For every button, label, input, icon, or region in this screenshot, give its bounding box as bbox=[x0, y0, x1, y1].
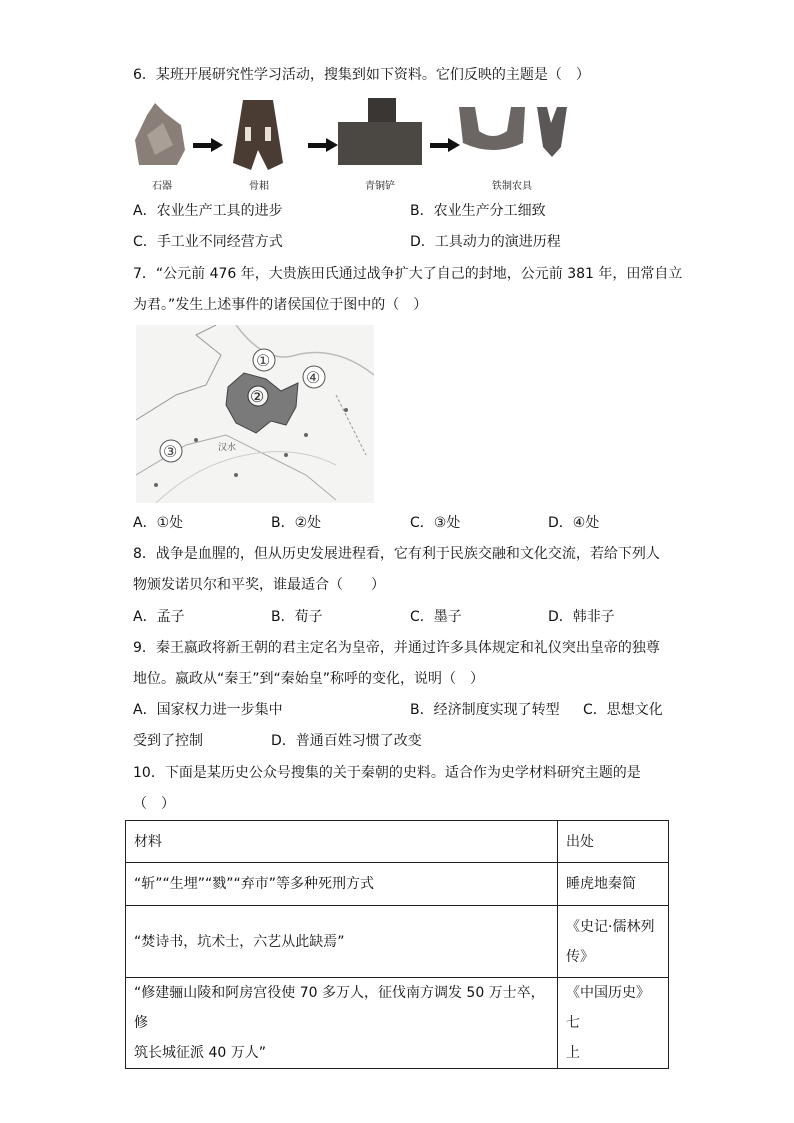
table-header-row bbox=[126, 821, 669, 863]
table-cell-material bbox=[126, 978, 558, 1069]
arrow-icon-2 bbox=[308, 138, 338, 152]
q7-option-a[interactable]: A．①处 bbox=[133, 515, 184, 531]
q7-option-d[interactable]: D．④处 bbox=[548, 515, 600, 531]
q6-tools-figure bbox=[133, 95, 593, 175]
q6-option-d[interactable]: D．工具动力的演进历程 bbox=[410, 234, 561, 250]
table-cell-material: “焚诗书，坑术士，六艺从此缺焉” bbox=[126, 906, 558, 978]
q9-option-d[interactable]: D．普通百姓习惯了改变 bbox=[271, 733, 422, 749]
q10-answer-paren: （ ） bbox=[133, 796, 175, 812]
table-cell-source-line1: 《史记·儒林列 bbox=[566, 918, 655, 935]
stone-tool-image bbox=[135, 103, 185, 165]
arrow-icon-3 bbox=[430, 138, 460, 152]
q9-stem-line2: 地位。嬴政从“秦王”到“秦始皇”称呼的变化，说明（ ） bbox=[133, 671, 485, 687]
table-cell-source-line1: 《中国历史》七 bbox=[566, 985, 650, 1031]
caption-bronze-shovel: 青铜铲 bbox=[365, 181, 395, 192]
q7-stem-line1: 7．“公元前 476 年，大贵族田氏通过战争扩大了自己的封地，公元前 381 年，田常自立 bbox=[133, 266, 683, 282]
q7-option-c[interactable]: C．③处 bbox=[410, 515, 461, 531]
q8-option-d[interactable]: D．韩非子 bbox=[548, 609, 615, 625]
q6-option-a[interactable]: A．农业生产工具的进步 bbox=[133, 203, 283, 219]
q10-stem: 10．下面是某历史公众号搜集的关于秦朝的史料。适合作为史学材料研究主题的是 bbox=[133, 765, 641, 781]
q6-stem: 6．某班开展研究性学习活动，搜集到如下资料。它们反映的主题是（ ） bbox=[133, 67, 590, 83]
source-table bbox=[125, 820, 669, 1069]
table-header-material: 材料 bbox=[126, 821, 558, 863]
table-cell-material-line2: 筑长城征派 40 万人” bbox=[134, 1045, 266, 1061]
q9-option-c-cont: 受到了控制 bbox=[133, 733, 203, 749]
q7-option-b[interactable]: B．②处 bbox=[271, 515, 322, 531]
table-cell-source: 睡虎地秦简 bbox=[558, 863, 669, 906]
q9-option-b[interactable]: B．经济制度实现了转型 bbox=[410, 702, 560, 718]
q9-option-a[interactable]: A．国家权力进一步集中 bbox=[133, 702, 283, 718]
table-cell-source-line2: 上 bbox=[566, 1045, 580, 1061]
table-cell-material-line1: “修建骊山陵和阿房宫役使 70 多万人，征伐南方调发 50 万士卒，修 bbox=[134, 985, 545, 1031]
table-cell-source bbox=[558, 906, 669, 978]
q7-stem-line2: 为君。”发生上述事件的诸侯国位于图中的（ ） bbox=[133, 297, 428, 313]
q9-stem-line1: 9．秦王嬴政将新王朝的君主定名为皇帝，并通过许多具体规定和礼仪突出皇帝的独尊 bbox=[133, 640, 660, 656]
bronze-shovel-image bbox=[338, 98, 422, 165]
caption-stone-tool: 石器 bbox=[152, 181, 172, 192]
table-row bbox=[126, 906, 669, 978]
iron-tool-image bbox=[459, 107, 567, 157]
table-cell-material: “斩”“生埋”“戮”“弃市”等多种死刑方式 bbox=[126, 863, 558, 906]
table-row bbox=[126, 978, 669, 1069]
table-cell-source bbox=[558, 978, 669, 1069]
bone-spade-image bbox=[233, 100, 283, 170]
map-label-4: ④ bbox=[306, 368, 321, 387]
q6-option-b[interactable]: B．农业生产分工细致 bbox=[410, 203, 546, 219]
q8-stem-line1: 8．战争是血腥的，但从历史发展进程看，它有利于民族交融和文化交流，若给下列人 bbox=[133, 546, 660, 562]
q6-option-c[interactable]: C．手工业不同经营方式 bbox=[133, 234, 283, 250]
q9-option-c[interactable]: C．思想文化 bbox=[583, 702, 663, 718]
q8-option-c[interactable]: C．墨子 bbox=[410, 609, 462, 625]
q7-map bbox=[136, 325, 374, 503]
q8-stem-line2: 物颁发诺贝尔和平奖，谁最适合（ ） bbox=[133, 577, 385, 593]
arrow-icon-1 bbox=[193, 138, 223, 152]
table-row bbox=[126, 863, 669, 906]
table-header-source: 出处 bbox=[558, 821, 669, 863]
caption-bone-spade: 骨耜 bbox=[249, 181, 269, 192]
q8-option-b[interactable]: B．荀子 bbox=[271, 609, 323, 625]
map-label-2: ② bbox=[250, 387, 265, 406]
table-cell-source-line2: 传》 bbox=[566, 948, 594, 965]
map-label-hanshui: 汉水 bbox=[218, 443, 237, 453]
q8-option-a[interactable]: A．孟子 bbox=[133, 609, 185, 625]
map-label-3: ③ bbox=[163, 442, 178, 461]
caption-iron-tools: 铁制农具 bbox=[492, 181, 532, 192]
map-label-1: ① bbox=[256, 351, 271, 370]
